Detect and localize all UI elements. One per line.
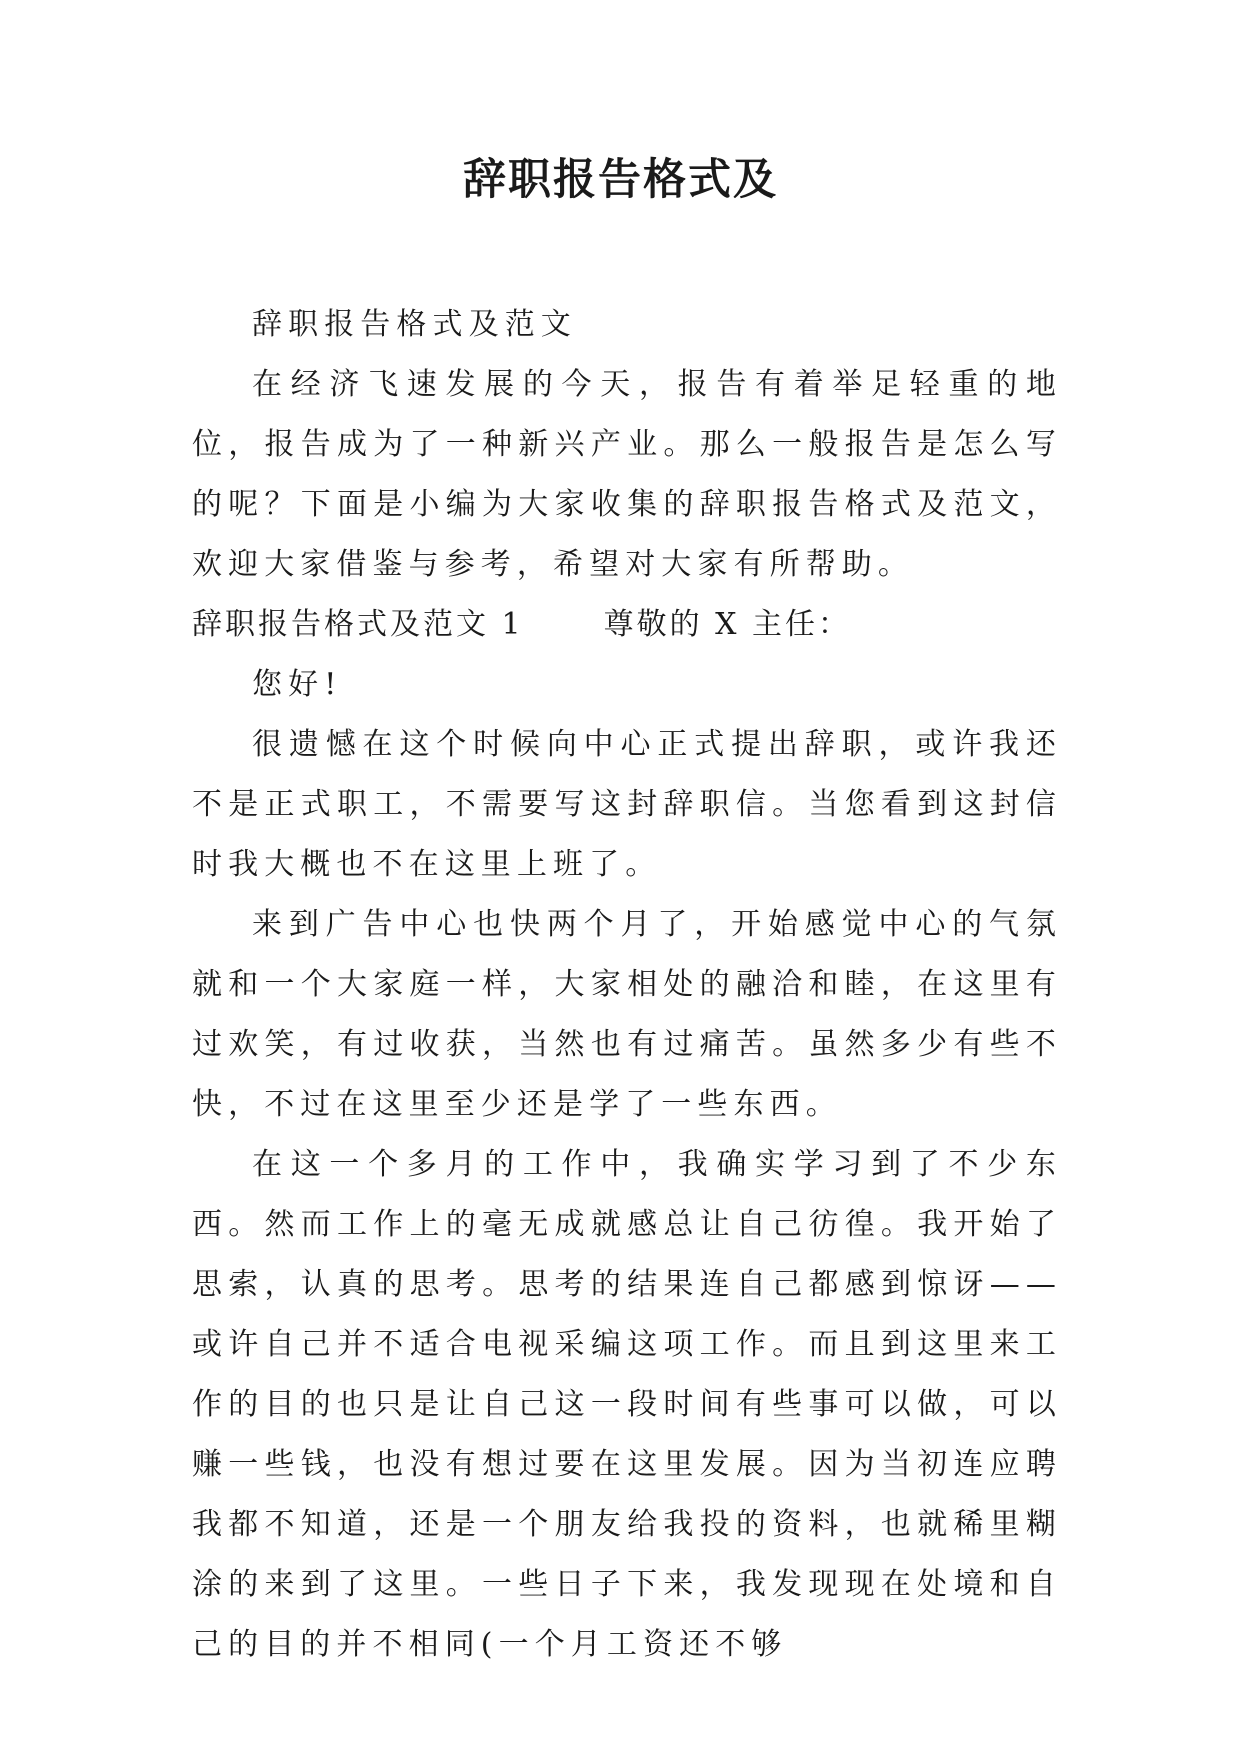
document-body: [192, 295, 1062, 1675]
body-paragraph: 在这一个多月的工作中，我确实学习到了不少东西。然而工作上的毫无成就感总让自己彷徨。我开始了思索，认真的思考。思考的结果连自己都感到惊讶——或许自己并不适合电视采编这项工作。而且到这里来工作的目的也只是让自己这一段时间有些事可以做，可以赚一些钱，也没有想过要在这里发展。因为当初连应聘我都不知道，还是一个朋友给我投的资料，也就稀里糊涂的来到了这里。一些日子下来，我发现现在处境和自己的目的并不相同(一个月工资还不够: [192, 1147, 1062, 1662]
greeting: 您好!: [252, 667, 343, 702]
document-subtitle: 辞职报告格式及范文: [252, 307, 577, 342]
section-heading: 辞职报告格式及范文 1: [192, 607, 524, 642]
intro-paragraph: 在经济飞速发展的今天，报告有着举足轻重的地位，报告成为了一种新兴产业。那么一般报告是怎么写的呢？下面是小编为大家收集的辞职报告格式及范文，欢迎大家借鉴与参考，希望对大家有所帮助。: [192, 367, 1062, 582]
section-heading-line: [192, 595, 1062, 655]
salutation: 尊敬的 X 主任：: [603, 607, 852, 642]
body-paragraph: 来到广告中心也快两个月了，开始感觉中心的气氛就和一个大家庭一样，大家相处的融洽和睦，在这里有过欢笑，有过收获，当然也有过痛苦。虽然多少有些不快，不过在这里至少还是学了一些东西。: [192, 907, 1062, 1122]
page-title: 辞职报告格式及: [463, 155, 778, 205]
body-paragraph: 很遗憾在这个时候向中心正式提出辞职，或许我还不是正式职工，不需要写这封辞职信。当您看到这封信时我大概也不在这里上班了。: [192, 727, 1062, 882]
